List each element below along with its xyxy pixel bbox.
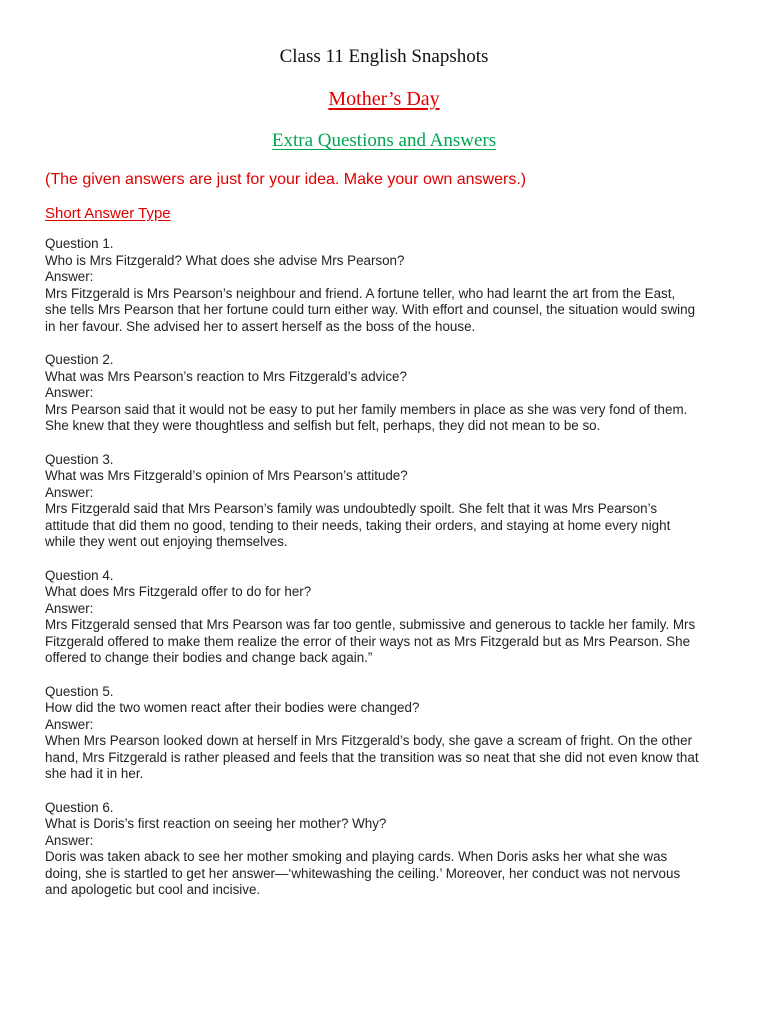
question-number: Question 3. <box>45 451 114 467</box>
question-text: What does Mrs Fitzgerald offer to do for her? <box>45 584 312 599</box>
question-text: What is Doris’s first reaction on seeing her mother? Why? <box>45 816 387 831</box>
answer-label: Answer: <box>45 600 94 616</box>
answer-label: Answer: <box>45 716 94 732</box>
question-item <box>45 236 735 335</box>
document-title: Class 11 English Snapshots <box>279 46 489 67</box>
question-list <box>45 236 735 916</box>
answer-label: Answer: <box>45 385 94 400</box>
question-text: Who is Mrs Fitzgerald? What does she advise Mrs Pearson? <box>45 252 405 268</box>
section-heading: Extra Questions and Answers <box>271 130 497 151</box>
question-item <box>45 684 735 783</box>
question-text: What was Mrs Pearson’s reaction to Mrs Fitzgerald’s advice? <box>45 368 407 384</box>
question-item <box>45 352 735 435</box>
answer-label: Answer: <box>45 484 94 500</box>
answer-type-title: Short Answer Type <box>45 205 171 222</box>
chapter-title: Mother’s Day <box>328 88 440 110</box>
question-number: Question 2. <box>45 352 114 367</box>
answer-text: Mrs Fitzgerald sensed that Mrs Pearson was far too gentle, submissive and generous to tackle her family. Mrs Fitzgerald offered to make them realize the error of their ways not as Mrs Fitzgerald but as Mrs Pearson. She offered to change their bodies and change back again.” <box>45 617 696 665</box>
answer-label: Answer: <box>45 832 94 848</box>
question-item <box>45 568 735 667</box>
question-text: What was Mrs Fitzgerald’s opinion of Mrs Pearson’s attitude? <box>45 468 408 483</box>
question-number: Question 4. <box>45 567 114 583</box>
answer-text: Mrs Fitzgerald said that Mrs Pearson’s family was undoubtedly spoilt. She felt that it was Mrs Pearson’s attitude that did them no good, tending to their needs, taking their orders, and staying at home every night while they went out enjoying themselves. <box>45 501 671 549</box>
question-number: Question 5. <box>45 683 114 699</box>
answer-text: Mrs Fitzgerald is Mrs Pearson’s neighbour and friend. A fortune teller, who had learnt the art from the East, she tells Mrs Pearson that her fortune could turn either way. With effort and counsel, the situation would swing in her favour. She advised her to assert herself as the boss of the house. <box>45 285 696 334</box>
disclaimer-note: (The given answers are just for your idea. Make your own answers.) <box>45 171 527 188</box>
answer-label: Answer: <box>45 269 94 284</box>
answer-text: When Mrs Pearson looked down at herself in Mrs Fitzgerald’s body, she gave a scream of fright. On the other hand, Mrs Fitzgerald is rather pleased and feels that the transition was so neat that she did not even know that she had it in her. <box>45 733 699 781</box>
question-item <box>45 452 735 551</box>
answer-text: Mrs Pearson said that it would not be easy to put her family members in place as she was very fond of them. She knew that they were thoughtless and selfish but felt, perhaps, they did not mean to be so. <box>45 401 688 433</box>
question-item <box>45 800 735 899</box>
question-number: Question 6. <box>45 799 114 815</box>
question-number: Question 1. <box>45 236 114 251</box>
answer-text: Doris was taken aback to see her mother smoking and playing cards. When Doris asks her what she was doing, she is startled to get her answer—‘whitewashing the ceiling.’ Moreover, her conduct was not nervous and apologetic but cool and incisive. <box>45 849 681 897</box>
question-text: How did the two women react after their bodies were changed? <box>45 700 420 715</box>
